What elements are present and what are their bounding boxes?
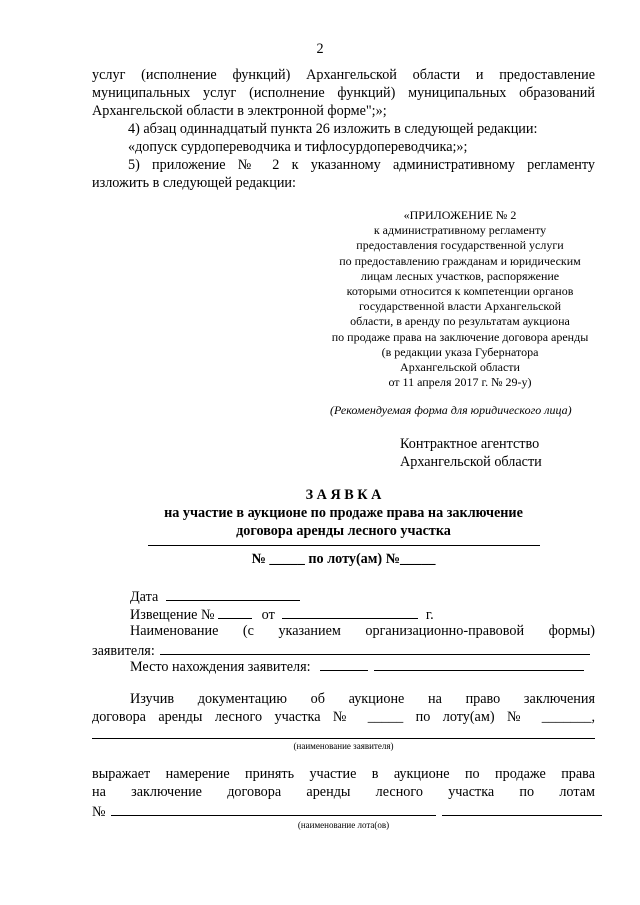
caption-lot-name: (наименование лота(ов) [297,820,390,830]
lots-number-label: № [92,804,106,820]
date-blank[interactable] [166,586,300,601]
annex-block [300,208,620,390]
annex-line: «ПРИЛОЖЕНИЕ № 2 [403,208,517,222]
annex-line: предоставления государственной услуги [356,238,564,253]
paragraph-2-line-1: выражает намерение принять участие в аукционе по продаже права [92,766,595,782]
title-rule [148,545,540,546]
paragraph-2-line-2: на заключение договора аренды лесного участка по лотам [92,784,595,800]
annex-line: которыми относится к компетенции органов [346,284,574,299]
annex-line: Архангельской области [400,360,520,375]
location-blank-1[interactable] [320,656,368,671]
notice-year-label: г. [425,607,434,623]
location-field[interactable] [130,656,584,676]
intro-item-5: 5) приложение № 2 к указанному административному регламенту [128,157,595,173]
notice-label: Извещение № [130,607,215,623]
intro-item-5-cont: изложить в следующей редакции: [92,175,296,191]
applicant-label: заявителя: [92,643,155,659]
location-label: Место нахождения заявителя: [130,659,311,675]
document-subtitle-2: договора аренды лесного участка [236,523,451,539]
intro-line-1: услуг (исполнение функций) Архангельской области и предоставление [92,67,595,83]
document-title: З А Я В К А [305,487,382,503]
lot-number-line: № _____ по лоту(ам) №_____ [251,551,436,567]
lots-blank-1[interactable] [111,801,436,816]
intro-item-4-text: «допуск сурдопереводчика и тифлосурдопереводчика;»; [128,139,468,155]
notice-date-blank[interactable] [282,604,418,619]
annex-line: лицам лесных участков, распоряжение [360,268,560,283]
annex-line: государственной власти Архангельской [358,299,562,314]
applicant-name-rule[interactable] [92,738,595,739]
annex-line: по предоставлению гражданам и юридическим [339,253,581,268]
annex-line: по продаже права на заключение договора аренды [331,329,589,344]
annex-line: к административному регламенту [373,223,547,238]
intro-item-4: 4) абзац одиннадцатый пункта 26 изложить в следующей редакции: [128,121,538,137]
notice-field[interactable] [130,604,434,624]
page-number: 2 [316,41,324,57]
document-subtitle-1: на участие в аукционе по продаже права на заключение [164,505,523,521]
caption-applicant-name: (наименование заявителя) [293,741,394,751]
date-field[interactable] [130,586,300,606]
annex-line: от 11 апреля 2017 г. № 29-у) [388,375,532,390]
recommended-form-note: (Рекомендуемая форма для юридического лица) [330,403,572,417]
applicant-blank[interactable] [160,640,590,655]
location-blank-2[interactable] [374,656,584,671]
lots-blank-2[interactable] [442,801,602,816]
name-label: Наименование (с указанием организационно-правовой формы) [130,623,595,639]
intro-line-2: муниципальных услуг (исполнение функций) муниципальных образований [92,85,595,101]
paragraph-1-line-2: договора аренды лесного участка № _____ по лоту(ам) № _______, [92,709,595,725]
annex-line: (в редакции указа Губернатора [381,344,539,359]
date-label: Дата [130,589,159,605]
notice-from-label: от [261,607,275,623]
annex-line: области, в аренду по результатам аукциона [350,314,570,329]
lots-field[interactable] [92,801,602,821]
notice-number-blank[interactable] [218,604,252,619]
intro-line-3: Архангельской области в электронной форме";»; [92,103,387,119]
addressee-line-2: Архангельской области [400,454,542,470]
addressee-line-1: Контрактное агентство [400,436,540,452]
paragraph-1-line-1: Изучив документацию об аукционе на право заключения [130,691,595,707]
